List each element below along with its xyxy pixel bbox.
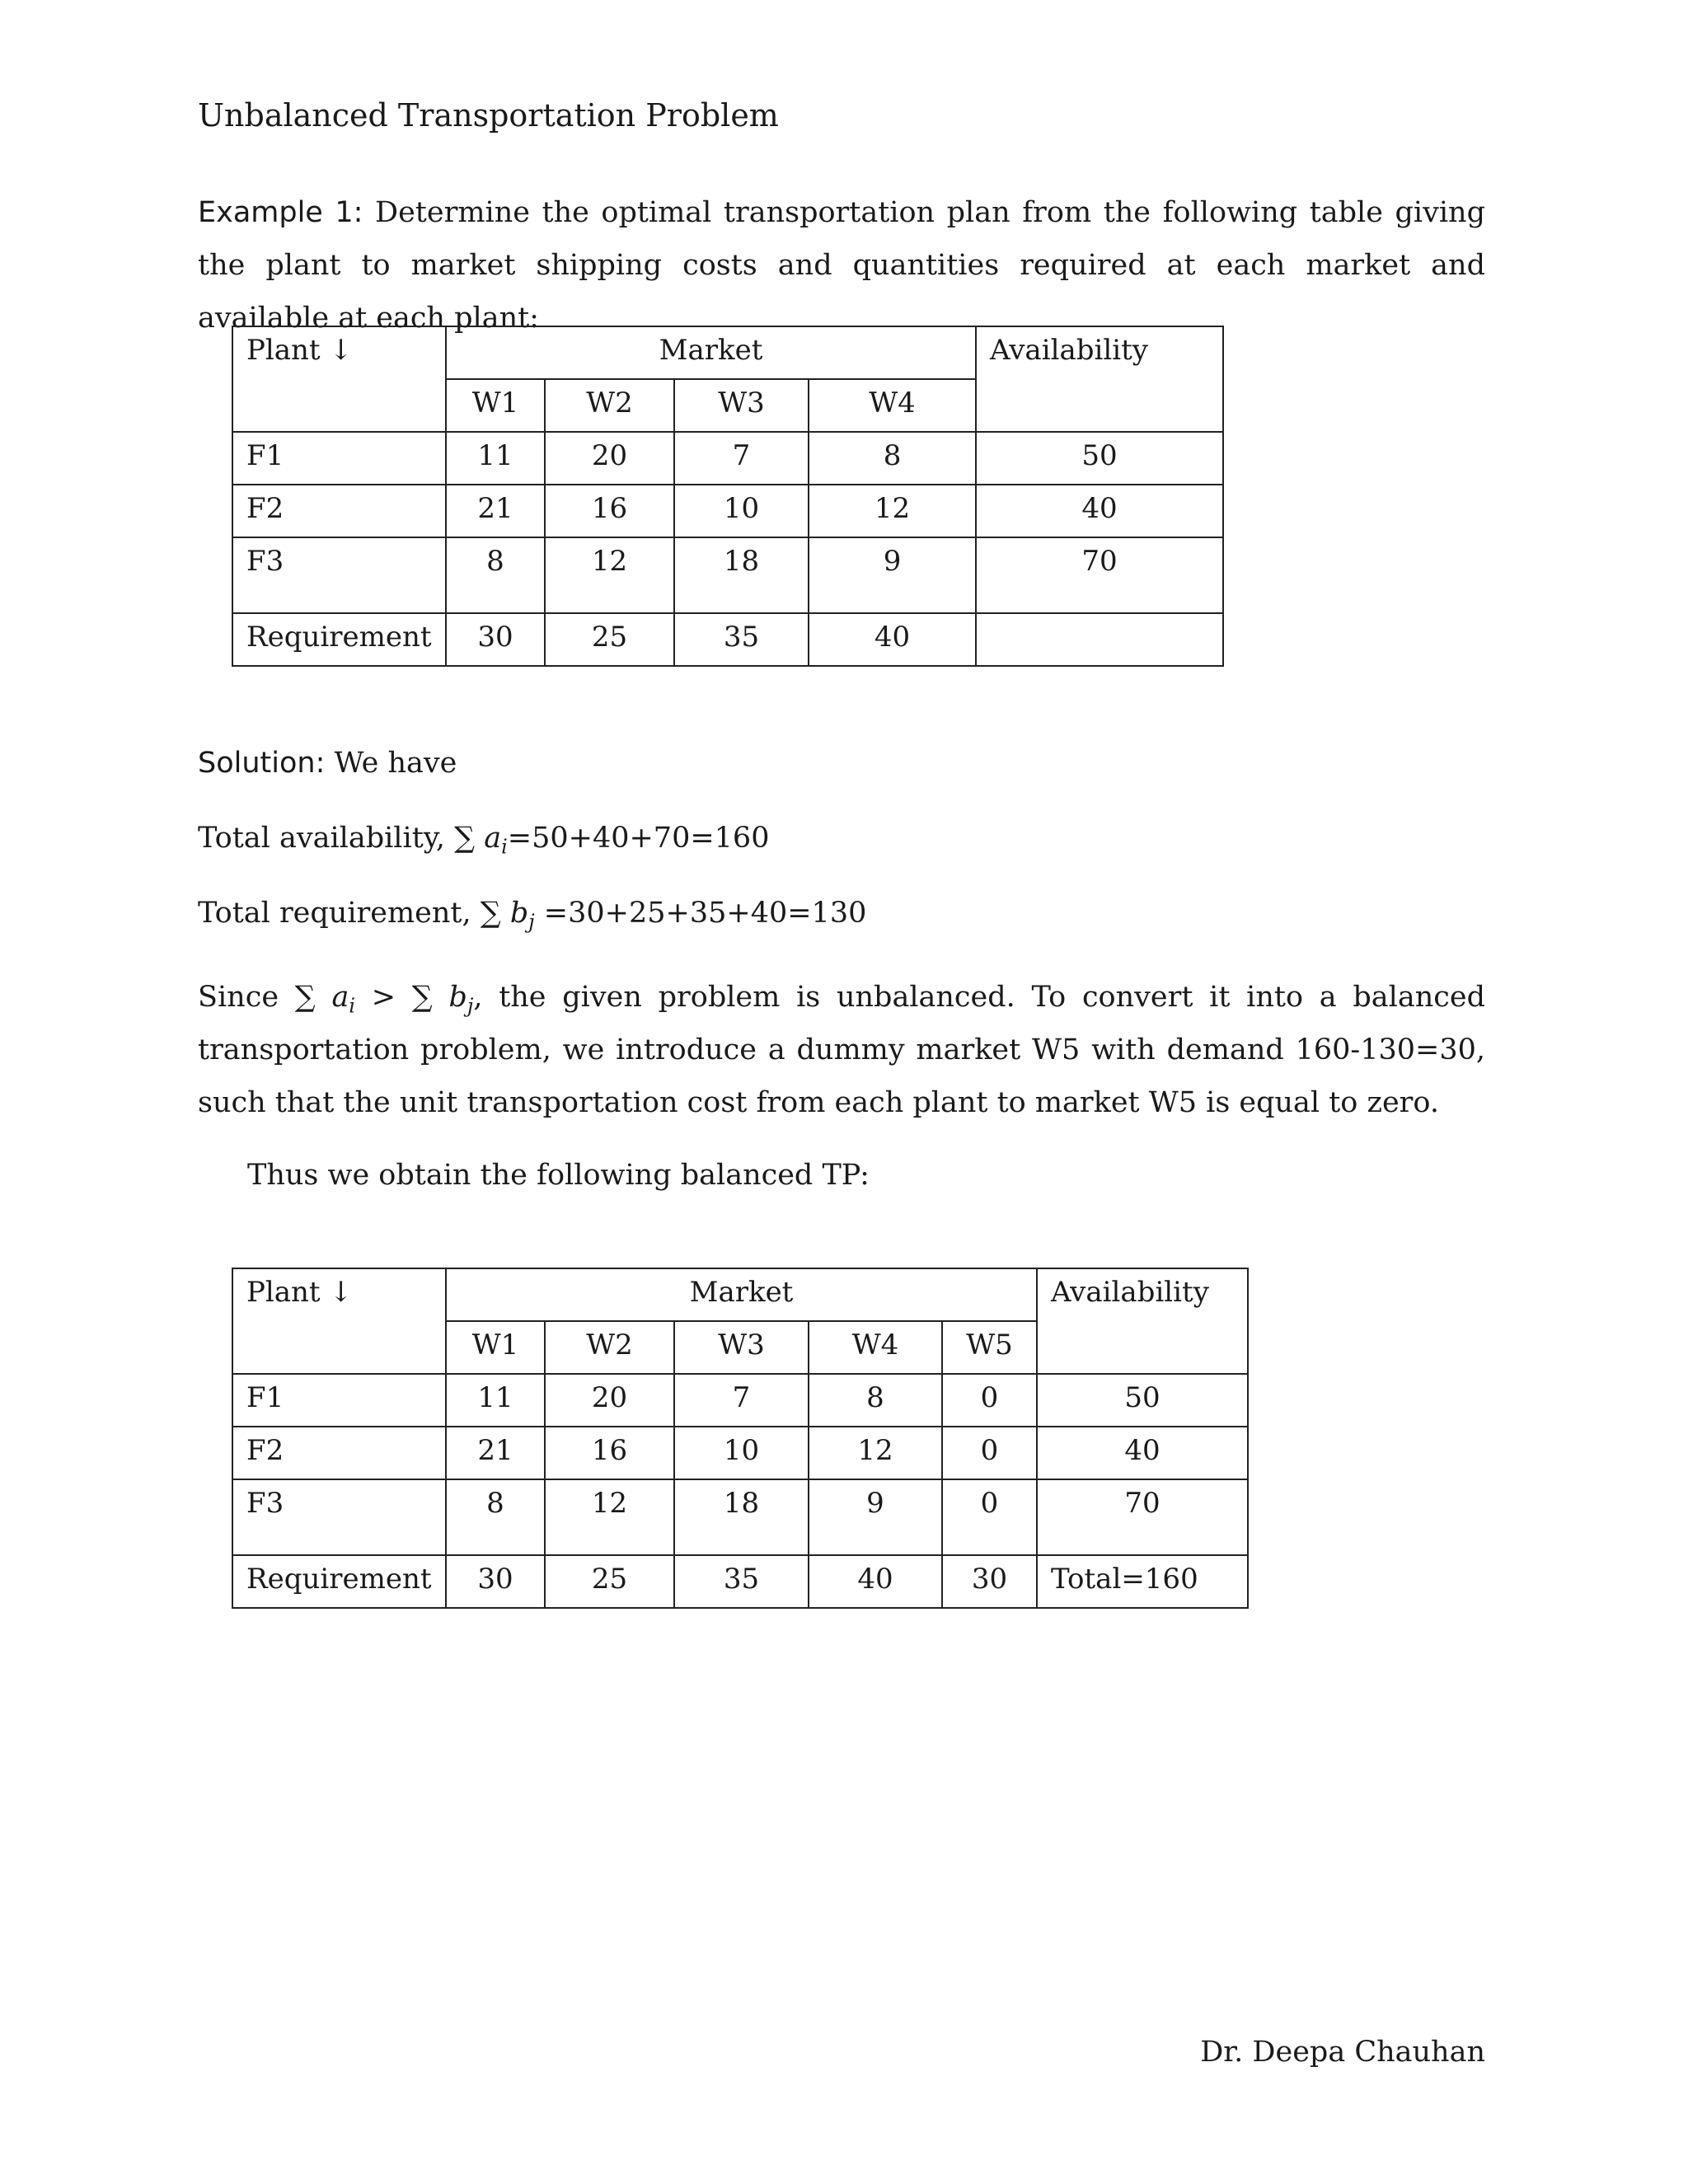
column-header: W1 [446, 379, 545, 432]
requirement-cell: 40 [809, 1555, 942, 1608]
requirement-cell: 35 [674, 1555, 809, 1608]
availability-cell: 70 [976, 537, 1223, 613]
requirement-cell: 30 [942, 1555, 1037, 1608]
example-paragraph [198, 186, 1485, 344]
availability-sum: =50+40+70=160 [507, 822, 770, 855]
cost-cell: 20 [545, 1374, 674, 1427]
sub-i: i [349, 994, 355, 1018]
requirement-label: Requirement [232, 613, 446, 666]
column-header: W4 [809, 379, 976, 432]
table-row [232, 1427, 1248, 1479]
requirement-cell: 25 [545, 1555, 674, 1608]
column-header: W5 [942, 1321, 1037, 1374]
sub-i: i [501, 835, 508, 859]
plant-label: F1 [232, 432, 446, 485]
requirement-row [232, 613, 1223, 666]
market-header: Market [446, 1268, 1037, 1321]
var-b: b [509, 897, 529, 930]
column-header: W2 [545, 379, 674, 432]
cost-cell: 11 [446, 1374, 545, 1427]
availability-cell: 50 [1037, 1374, 1248, 1427]
plant-label: F2 [232, 1427, 446, 1479]
requirement-cell: 40 [809, 613, 976, 666]
table-corner: Plant ↓ [232, 1268, 446, 1321]
cost-cell: 18 [674, 1479, 809, 1555]
availability-cell: 50 [976, 432, 1223, 485]
cost-cell: 0 [942, 1479, 1037, 1555]
since-text-1: Since ∑ [198, 981, 332, 1014]
since-text-3: , the given problem is unbalanced. To convert it into a balanced transportation problem, we introduce a dummy market W5 with demand 160-130=30, such that the unit transportation cost from each plant to market W5 is equal to zero. [198, 981, 1485, 1119]
solution-text: We have [334, 747, 457, 780]
cost-cell: 21 [446, 485, 545, 537]
since-text-2: > ∑ [355, 981, 449, 1014]
column-header: W3 [674, 379, 809, 432]
availability-cell: 70 [1037, 1479, 1248, 1555]
cost-cell: 8 [809, 1374, 942, 1427]
cost-cell: 7 [674, 432, 809, 485]
cost-cell: 0 [942, 1374, 1037, 1427]
table-corner: Plant ↓ [232, 326, 446, 379]
availability-cell: 40 [976, 485, 1223, 537]
table-row [232, 485, 1223, 537]
availability-cell: 40 [1037, 1427, 1248, 1479]
cost-cell: 0 [942, 1427, 1037, 1479]
table-row [232, 1479, 1248, 1555]
table-row [232, 432, 1223, 485]
cost-cell: 8 [446, 537, 545, 613]
requirement-cell: 35 [674, 613, 809, 666]
page-title: Unbalanced Transportation Problem [198, 97, 779, 134]
plant-label: F2 [232, 485, 446, 537]
table-row [232, 537, 1223, 613]
solution-heading [198, 747, 457, 780]
availability-prefix: Total availability, ∑ [198, 822, 485, 855]
cost-cell: 20 [545, 432, 674, 485]
cost-cell: 8 [446, 1479, 545, 1555]
cost-cell: 21 [446, 1427, 545, 1479]
var-a: a [484, 822, 502, 855]
solution-label: Solution: [198, 747, 326, 780]
column-header: W2 [545, 1321, 674, 1374]
cost-cell: 12 [545, 1479, 674, 1555]
availability-header: Availability [976, 326, 1223, 379]
cost-cell: 10 [674, 1427, 809, 1479]
total-availability-line [198, 822, 770, 859]
cost-table-balanced [232, 1268, 1249, 1609]
sub-j: j [528, 910, 535, 934]
plant-label: F3 [232, 1479, 446, 1555]
plant-label: F1 [232, 1374, 446, 1427]
requirement-sum: =30+25+35+40=130 [534, 897, 867, 930]
cost-cell: 12 [545, 537, 674, 613]
cost-table-unbalanced [232, 326, 1224, 667]
example-label: Example 1: [198, 196, 363, 229]
plant-label: F3 [232, 537, 446, 613]
cost-cell: 9 [809, 1479, 942, 1555]
availability-header: Availability [1037, 1268, 1248, 1321]
cost-cell: 8 [809, 432, 976, 485]
var-a: a [331, 981, 349, 1014]
cost-cell: 11 [446, 432, 545, 485]
requirement-cell: 25 [545, 613, 674, 666]
var-b: b [448, 981, 467, 1014]
requirement-prefix: Total requirement, ∑ [198, 897, 510, 930]
author-footer: Dr. Deepa Chauhan [1200, 2036, 1485, 2069]
requirement-row [232, 1555, 1248, 1608]
cost-cell: 12 [809, 1427, 942, 1479]
cost-cell: 16 [545, 1427, 674, 1479]
requirement-total [976, 613, 1223, 666]
cost-cell: 16 [545, 485, 674, 537]
requirement-cell: 30 [446, 613, 545, 666]
cost-cell: 9 [809, 537, 976, 613]
market-header: Market [446, 326, 976, 379]
column-header: W3 [674, 1321, 809, 1374]
requirement-cell: 30 [446, 1555, 545, 1608]
cost-cell: 7 [674, 1374, 809, 1427]
sub-j: j [467, 994, 474, 1018]
cost-cell: 18 [674, 537, 809, 613]
cost-cell: 12 [809, 485, 976, 537]
thus-line: Thus we obtain the following balanced TP: [247, 1159, 870, 1192]
total-requirement-line [198, 897, 867, 934]
requirement-label: Requirement [232, 1555, 446, 1608]
requirement-total: Total=160 [1037, 1555, 1248, 1608]
since-paragraph [198, 971, 1485, 1129]
cost-cell: 10 [674, 485, 809, 537]
table-row [232, 1374, 1248, 1427]
column-header: W1 [446, 1321, 545, 1374]
example-text: Determine the optimal transportation plan from the following table giving the plant to market shipping costs and quantities required at each market and available at each plant: [198, 196, 1486, 335]
column-header: W4 [809, 1321, 942, 1374]
